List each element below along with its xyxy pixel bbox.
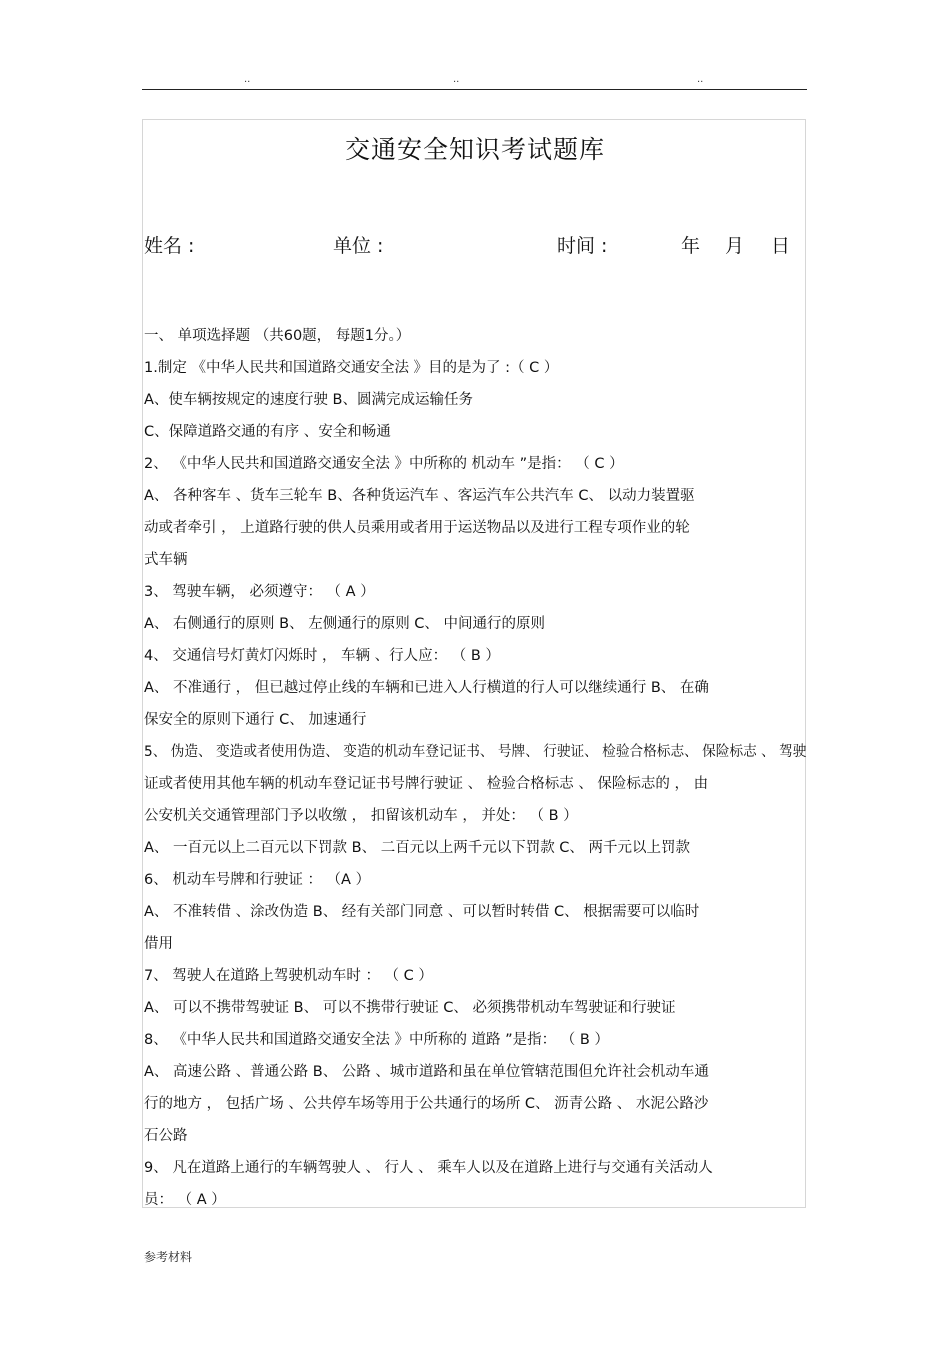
question-line: 7、 驾驶人在道路上驾驶机动车时 ： （ C ） xyxy=(144,968,433,984)
question-line: 5、 伪造、 变造或者使用伪造、 变造的机动车登记证书、 号牌、 行驶证、 检验合格标志、 保险标志 、 驾驶 xyxy=(144,744,807,760)
question-line: 保安全的原则下通行 C、 加速通行 xyxy=(144,712,367,728)
unit-label: 单位 : xyxy=(333,235,384,257)
question-line: A、 可以不携带驾驶证 B、 可以不携带行驶证 C、 必须携带机动车驾驶证和行驶证 xyxy=(144,1000,676,1016)
question-line: A、 高速公路 、普通公路 B、 公路 、城市道路和虽在单位管辖范围但允许社会机动车通 xyxy=(144,1064,709,1080)
question-line: 借用 xyxy=(144,936,173,952)
question-line: A、 不准转借 、涂改伪造 B、 经有关部门同意 、可以暂时转借 C、 根据需要可以临时 xyxy=(144,904,700,920)
page-title: 交通安全知识考试题库 xyxy=(344,135,605,164)
name-label: 姓名 : xyxy=(144,235,195,257)
header-rule xyxy=(142,89,807,90)
question-line: 动或者牵引 ， 上道路行驶的供人员乘用或者用于运送物品以及进行工程专项作业的轮 xyxy=(144,520,690,536)
question-line: 2、 《中华人民共和国道路交通安全法 》中所称的 机动车 ”是指： （ C ） xyxy=(144,456,624,472)
question-line: 一、 单项选择题 （共60题， 每题1分。） xyxy=(144,328,411,344)
question-line: 公安机关交通管理部门予以收缴 ， 扣留该机动车 ， 并处： （ B ） xyxy=(144,808,578,824)
question-line: 6、 机动车号牌和行驶证 ： （A ） xyxy=(144,872,371,888)
month-label: 月 xyxy=(725,235,745,257)
question-line: 员： （ A ） xyxy=(144,1192,226,1208)
question-line: 1.制定 《中华人民共和国道路交通安全法 》目的是为了 :（ C ） xyxy=(144,360,559,376)
time-label: 时间 : xyxy=(557,235,608,257)
question-line: A、使车辆按规定的速度行驶 B、圆满完成运输任务 xyxy=(144,392,473,408)
question-line: 3、 驾驶车辆， 必须遵守： （ A ） xyxy=(144,584,375,600)
year-label: 年 xyxy=(681,235,701,257)
day-label: 日 xyxy=(771,235,791,257)
header-dot: .. xyxy=(697,74,704,85)
question-line: 9、 凡在道路上通行的车辆驾驶人 、 行人 、 乘车人以及在道路上进行与交通有关活动人 xyxy=(144,1160,713,1176)
question-line: A、 各种客车 、货车三轮车 B、各种货运汽车 、客运汽车公共汽车 C、 以动力装置驱 xyxy=(144,488,695,504)
question-line: A、 右侧通行的原则 B、 左侧通行的原则 C、 中间通行的原则 xyxy=(144,616,546,632)
page-footer: 参考材料 xyxy=(144,1250,193,1264)
question-line: A、 不准通行 ， 但已越过停止线的车辆和已进入人行横道的行人可以继续通行 B、 在确 xyxy=(144,680,709,696)
question-line: 证或者使用其他车辆的机动车登记证书号牌行驶证 、 检验合格标志 、 保险标志的 ， 由 xyxy=(144,776,709,792)
header-dot: .. xyxy=(453,74,460,85)
question-line: C、保障道路交通的有序 、安全和畅通 xyxy=(144,424,391,440)
question-line: 式车辆 xyxy=(144,552,188,568)
header-dot: .. xyxy=(244,74,251,85)
question-line: 石公路 xyxy=(144,1128,188,1144)
question-line: A、 一百元以上二百元以下罚款 B、 二百元以上两千元以下罚款 C、 两千元以上罚款 xyxy=(144,840,691,856)
question-line: 8、 《中华人民共和国道路交通安全法 》中所称的 道路 ”是指： （ B ） xyxy=(144,1032,609,1048)
question-line: 4、 交通信号灯黄灯闪烁时 ， 车辆 、行人应： （ B ） xyxy=(144,648,500,664)
question-line: 行的地方 ， 包括广场 、公共停车场等用于公共通行的场所 C、 沥青公路 、 水泥公路沙 xyxy=(144,1096,709,1112)
